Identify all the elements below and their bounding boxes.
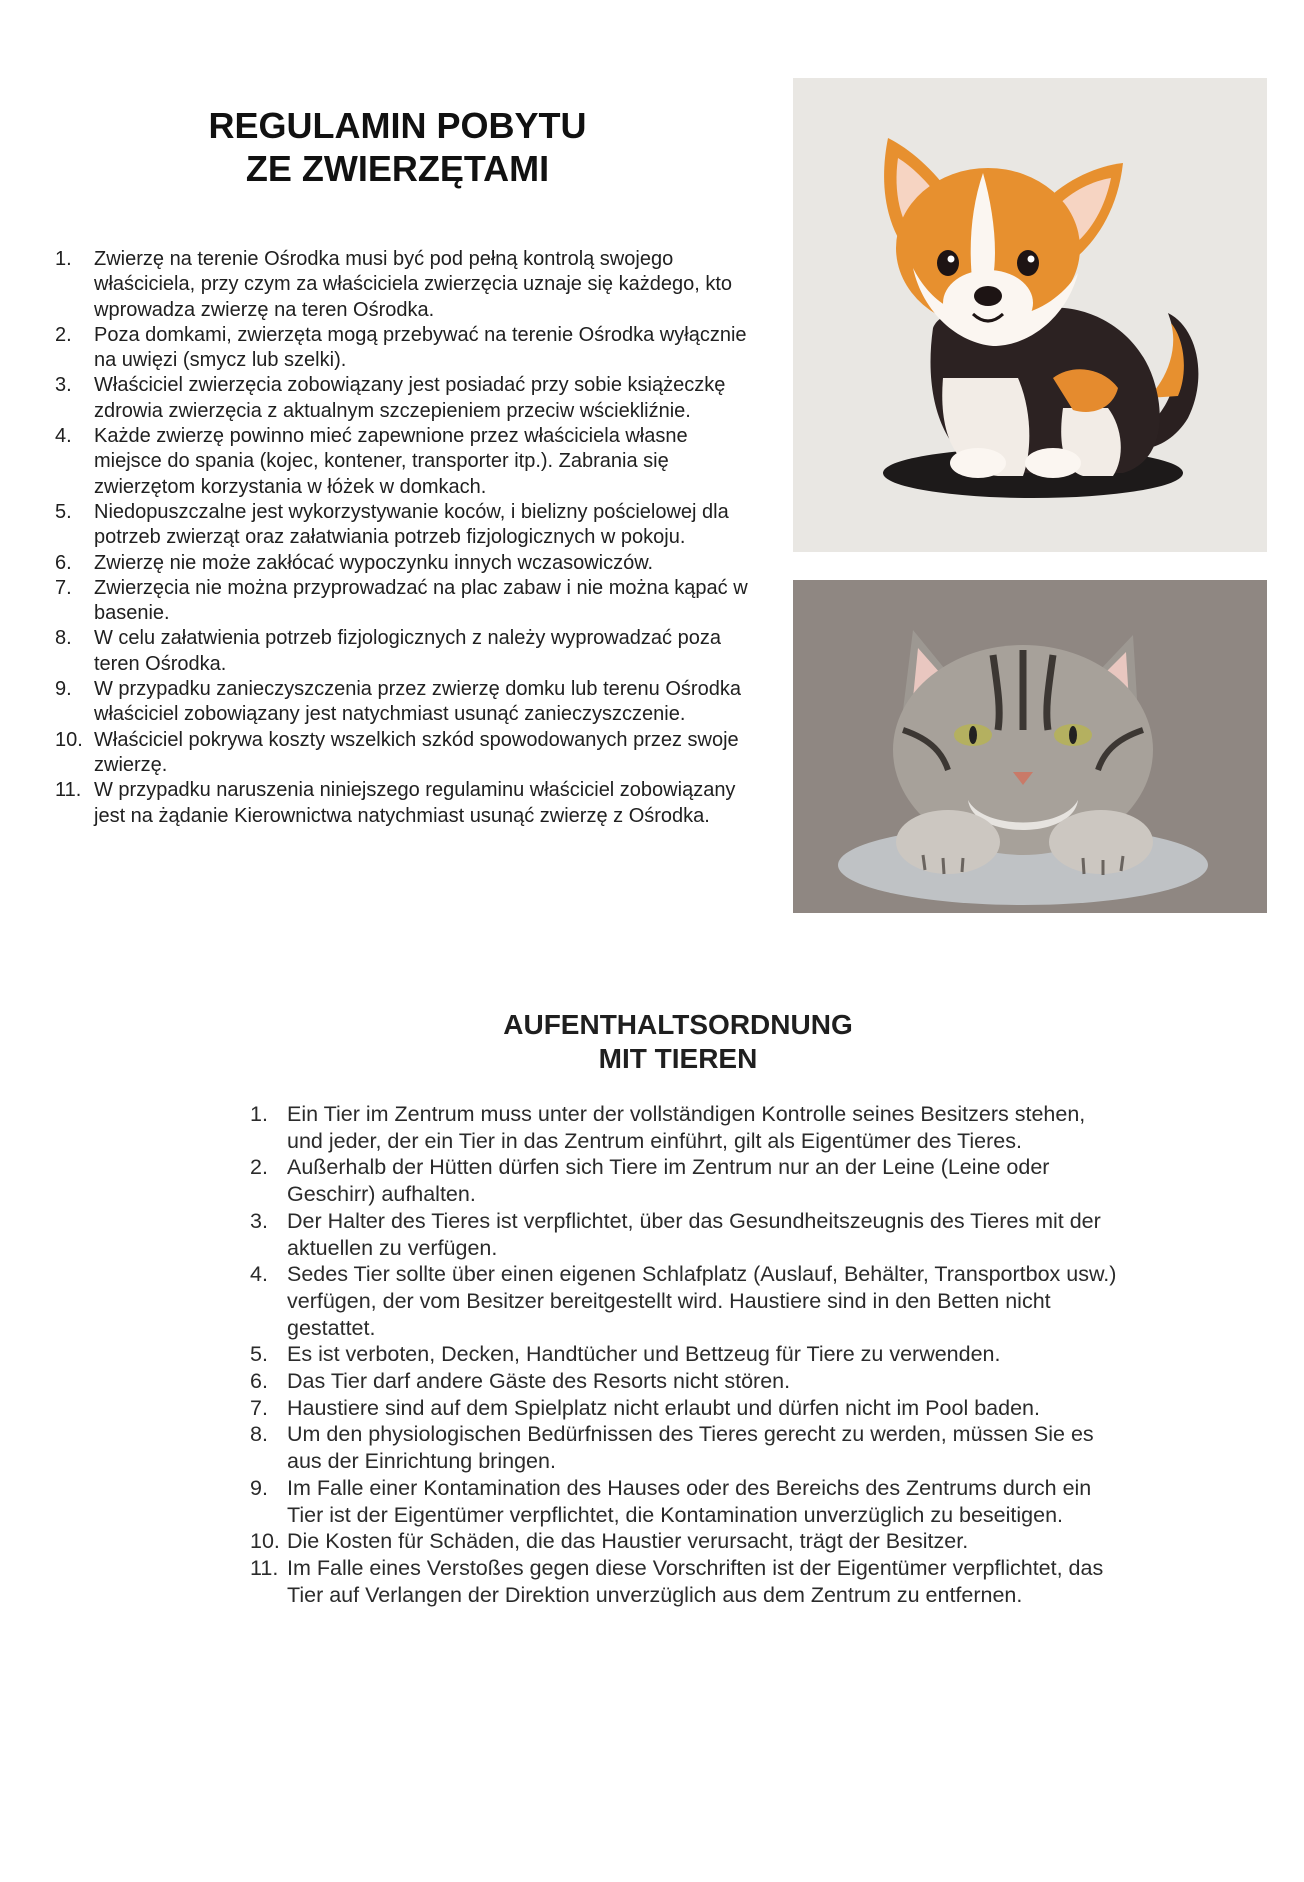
german-title: [478, 1008, 878, 1076]
list-item-text: Ein Tier im Zentrum muss unter der vollständigen Kontrolle seines Besitzers stehen, und jeder, der ein Tier in das Zentrum einführt, gilt als Eigentümer des Tieres.: [287, 1102, 1086, 1153]
list-item-number: 9.: [250, 1475, 268, 1500]
list-item-text: Właściciel pokrywa koszty wszelkich szkód spowodowanych przez swoje zwierzę.: [94, 728, 739, 776]
list-item-number: 3.: [250, 1208, 268, 1233]
list-item: [55, 728, 755, 779]
list-item: [250, 1421, 1110, 1474]
list-item-number: 11.: [55, 779, 82, 802]
list-item: [55, 323, 755, 374]
list-item-number: 5.: [250, 1342, 268, 1367]
list-item-text: W przypadku naruszenia niniejszego regulaminu właściciel zobowiązany jest na żądanie Kierownictwa natychmiast usunąć zwierzę z Ośrodka.: [94, 779, 736, 827]
list-item: [250, 1475, 1110, 1528]
list-item-number: 4.: [55, 425, 72, 448]
list-item-number: 4.: [250, 1262, 268, 1287]
german-title-line-1: AUFENTHALTSORDNUNG: [503, 1009, 853, 1040]
list-item-number: 7.: [250, 1395, 268, 1420]
list-item-number: 8.: [55, 627, 72, 650]
list-item-text: Der Halter des Tieres ist verpflichtet, über das Gesundheitszeugnis des Tieres mit der aktuellen zu verfügen.: [287, 1208, 1101, 1260]
german-title-line-2: MIT TIEREN: [598, 1043, 758, 1074]
list-item-text: Zwierzę na terenie Ośrodka musi być pod pełną kontrolą swojego właściciela, przy czym za właściciela zwierzęcia uznaje się każdego, kto wprowadza zwierzę na teren Ośrodka.: [94, 248, 733, 321]
list-item-number: 1.: [250, 1102, 268, 1126]
polish-rules-list: [55, 247, 755, 829]
list-item-text: Sedes Tier sollte über einen eigenen Schlafplatz (Auslauf, Behälter, Transportbox usw.) verfügen, der vom Besitzer bereitgestellt wird. Haustiere sind in den Betten nicht gestattet.: [287, 1262, 1117, 1340]
list-item: [55, 778, 755, 829]
list-item-number: 2.: [250, 1155, 268, 1180]
list-item: [55, 373, 755, 424]
list-item-text: Poza domkami, zwierzęta mogą przebywać na terenie Ośrodka wyłącznie na uwięzi (smycz lub szelki).: [94, 323, 747, 372]
list-item-number: 9.: [55, 678, 72, 701]
list-item: [250, 1368, 1110, 1395]
list-item: [250, 1528, 1110, 1555]
list-item-text: Haustiere sind auf dem Spielplatz nicht erlaubt und dürfen nicht im Pool baden.: [287, 1395, 1040, 1420]
list-item-number: 10.: [250, 1529, 280, 1554]
list-item-text: Zwierzę nie może zakłócać wypoczynku innych wczasowiczów.: [94, 551, 654, 574]
polish-title-line-2: ZE ZWIERZĘTAMI: [245, 148, 550, 189]
list-item-number: 2.: [55, 323, 72, 346]
list-item-text: W celu załatwienia potrzeb fizjologicznych z należy wyprowadzać poza teren Ośrodka.: [94, 627, 721, 675]
list-item: [250, 1261, 1117, 1341]
list-item-number: 1.: [55, 248, 72, 270]
list-item-text: Außerhalb der Hütten dürfen sich Tiere im Zentrum nur an der Leine (Leine oder Geschirr) aufhalten.: [287, 1155, 1050, 1207]
list-item-text: Die Kosten für Schäden, die das Haustier verursacht, trägt der Besitzer.: [287, 1529, 969, 1554]
list-item-text: Im Falle einer Kontamination des Hauses oder des Bereichs des Zentrums durch ein Tier ist der Eigentümer verpflichtet, die Kontamination unverzüglich zu beseitigen.: [287, 1475, 1092, 1527]
list-item: [55, 500, 755, 551]
dog-icon: [793, 78, 1267, 552]
list-item: [250, 1154, 1110, 1207]
list-item: [55, 424, 755, 500]
list-item: [55, 626, 755, 677]
list-item-text: Um den physiologischen Bedürfnissen des Tieres gerecht zu werden, müssen Sie es aus der Einrichtung bringen.: [287, 1422, 1094, 1474]
list-item: [250, 1101, 1110, 1154]
cat-icon: [793, 580, 1267, 913]
list-item-text: Każde zwierzę powinno mieć zapewnione przez właściciela własne miejsce do spania (kojec, kontener, transporter itp.). Zabrania się zwierzętom korzystania w łóżek w domkach.: [94, 425, 688, 498]
list-item-text: Zwierzęcia nie można przyprowadzać na plac zabaw i nie można kąpać w basenie.: [94, 576, 748, 625]
list-item-text: Das Tier darf andere Gäste des Resorts nicht stören.: [287, 1369, 791, 1394]
list-item-text: W przypadku zanieczyszczenia przez zwierzę domku lub terenu Ośrodka właściciel zobowiązany jest natychmiast usunąć zanieczyszczenie.: [94, 678, 741, 726]
list-item-text: Im Falle eines Verstoßes gegen diese Vorschriften ist der Eigentümer verpflichtet, das Tier auf Verlangen der Direktion unverzüglich aus dem Zentrum zu entfernen.: [287, 1555, 1104, 1607]
list-item-text: Niedopuszczalne jest wykorzystywanie koców, i bielizny pościelowej dla potrzeb zwierząt oraz załatwiania potrzeb fizjologicznych w pokoju.: [94, 500, 729, 549]
list-item-number: 3.: [55, 374, 72, 397]
list-item-number: 6.: [250, 1369, 268, 1394]
list-item: [55, 677, 755, 728]
list-item-number: 11.: [250, 1555, 279, 1580]
list-item-number: 6.: [55, 551, 72, 574]
list-item: [250, 1208, 1110, 1261]
list-item: [250, 1555, 1110, 1608]
polish-title-line-1: REGULAMIN POBYTU: [208, 105, 587, 146]
dog-illustration: [793, 78, 1267, 552]
list-item-text: Właściciel zwierzęcia zobowiązany jest posiadać przy sobie książeczkę zdrowia zwierzęcia z aktualnym szczepieniem przeciw wściekliźnie.: [94, 374, 726, 422]
list-item-number: 8.: [250, 1422, 268, 1447]
list-item-number: 7.: [55, 576, 72, 599]
list-item: [55, 551, 755, 576]
list-item: [55, 247, 755, 323]
list-item: [250, 1341, 1110, 1368]
list-item-number: 5.: [55, 500, 72, 523]
list-item: [55, 576, 755, 627]
list-item-number: 10.: [55, 728, 83, 751]
cat-illustration: [793, 580, 1267, 913]
list-item: [250, 1395, 1110, 1422]
list-item-text: Es ist verboten, Decken, Handtücher und Bettzeug für Tiere zu verwenden.: [287, 1342, 1001, 1367]
german-rules-list: [250, 1101, 1117, 1608]
polish-title: [160, 104, 635, 190]
